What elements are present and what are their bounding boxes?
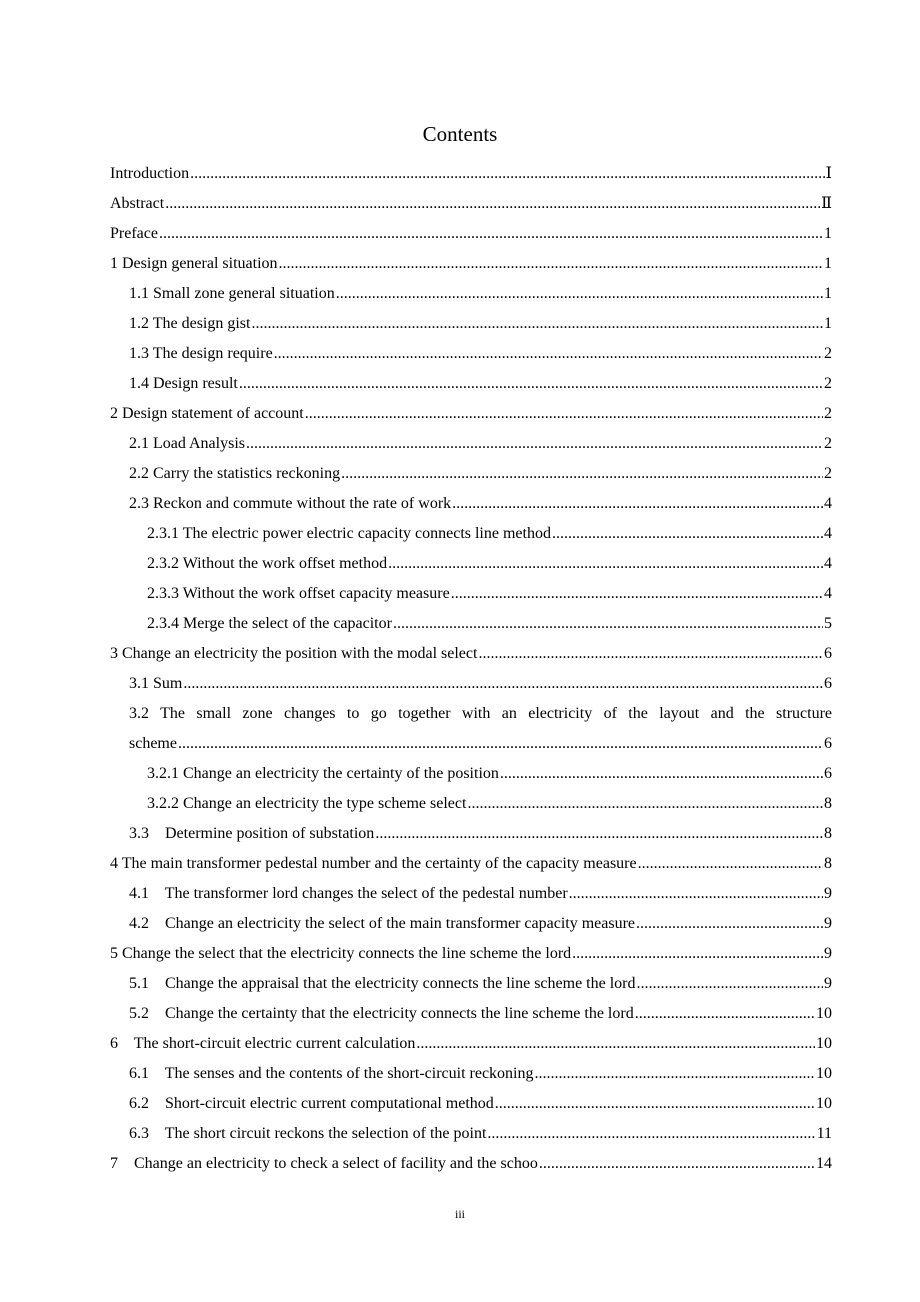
toc-entry-2-3-1[interactable] [0, 519, 920, 549]
toc-label: 2 Design statement of account [110, 405, 304, 422]
toc-label: 2.3.2 Without the work offset method [147, 555, 388, 572]
toc-entry-6-2[interactable] [0, 1089, 920, 1119]
leader-dots [336, 279, 823, 309]
toc-page-number: 5 [824, 615, 832, 632]
toc-page-number: 4 [824, 495, 832, 512]
toc-page-number: 1 [824, 255, 832, 272]
leader-dots [274, 339, 823, 369]
toc-label: 2.3.4 Merge the select of the capacitor [147, 615, 392, 632]
toc-label: 1 Design general situation [110, 255, 278, 272]
toc-entry-3-2-2[interactable] [0, 789, 920, 819]
toc-entry-6[interactable] [0, 1029, 920, 1059]
toc-page-number: 1 [824, 285, 832, 302]
leader-dots [636, 909, 823, 939]
toc-label-continuation: scheme [129, 735, 177, 752]
toc-page-number: 2 [824, 405, 832, 422]
toc-page-number: 9 [824, 975, 832, 992]
leader-dots [416, 1029, 815, 1059]
toc-entry-6-3[interactable] [0, 1119, 920, 1149]
toc-label: 6.2 Short-circuit electric current computational method [129, 1095, 494, 1112]
leader-dots [500, 759, 823, 789]
toc-label: 2.3 Reckon and commute without the rate of work [129, 495, 452, 512]
toc-page-number: 14 [816, 1155, 832, 1172]
leader-dots [638, 849, 823, 879]
toc-page-number: 6 [824, 735, 832, 752]
toc-label: 4.2 Change an electricity the select of the main transformer capacity measure [129, 915, 636, 932]
leader-dots [251, 309, 823, 339]
leader-dots [246, 429, 823, 459]
toc-label: 3 Change an electricity the position with the modal select [110, 645, 478, 662]
toc-label: 5.2 Change the certainty that the electricity connects the line scheme the lord [129, 1005, 634, 1022]
toc-entry-3-2-1[interactable] [0, 759, 920, 789]
leader-dots [341, 459, 823, 489]
leader-dots [451, 579, 823, 609]
toc-entry-2-2[interactable] [0, 459, 920, 489]
leader-dots [388, 549, 823, 579]
toc-entry-3-3[interactable] [0, 819, 920, 849]
toc-entry-1-3[interactable] [0, 339, 920, 369]
leader-dots [393, 609, 823, 639]
toc-label: 3.2.2 Change an electricity the type scheme select [147, 795, 467, 812]
toc-page-number: 8 [824, 795, 832, 812]
toc-label: 3.3 Determine position of substation [129, 825, 375, 842]
toc-label: 4 The main transformer pedestal number and the certainty of the capacity measure [110, 855, 637, 872]
toc-page-number: Ⅱ [821, 195, 832, 212]
toc-entry-7[interactable] [0, 1149, 920, 1179]
leader-dots [452, 489, 823, 519]
toc-label: 2.3.1 The electric power electric capacity connects line method [147, 525, 551, 542]
toc-page-number: Ⅰ [825, 165, 832, 182]
toc-entry-5-2[interactable] [0, 999, 920, 1029]
toc-page-number: 10 [816, 1035, 832, 1052]
toc-page-number: 2 [824, 465, 832, 482]
toc-page-number: 9 [824, 885, 832, 902]
leader-dots [572, 939, 823, 969]
leader-dots [183, 669, 823, 699]
page-number-footer: iii [454, 1207, 465, 1221]
leader-dots [495, 1089, 815, 1119]
toc-entry-preface[interactable] [0, 219, 920, 249]
toc-label: 2.2 Carry the statistics reckoning [129, 465, 341, 482]
toc-label: 3.1 Sum [129, 675, 183, 692]
toc-entry-5-1[interactable] [0, 969, 920, 999]
toc-label: 6 The short-circuit electric current calculation [110, 1035, 416, 1052]
toc-label: 3.2 The small zone changes to go together with an electricity of the layout and the structure [129, 705, 832, 722]
toc-entry-1[interactable] [0, 249, 920, 279]
toc-page-number: 2 [824, 345, 832, 362]
toc-label: Introduction [110, 165, 190, 182]
toc-page-number: 8 [824, 825, 832, 842]
toc-page-number: 2 [824, 375, 832, 392]
leader-dots [539, 1149, 815, 1179]
leader-dots [635, 999, 815, 1029]
toc-entry-2[interactable] [0, 399, 920, 429]
page-title: Contents [422, 122, 498, 146]
toc-label: 4.1 The transformer lord changes the select of the pedestal number [129, 885, 568, 902]
toc-page-number: 6 [824, 765, 832, 782]
toc-page-number: 9 [824, 915, 832, 932]
toc-page-number: 2 [824, 435, 832, 452]
toc-entry-3-2-continuation[interactable] [0, 729, 920, 759]
leader-dots [279, 249, 823, 279]
toc-page-number: 4 [824, 555, 832, 572]
leader-dots [178, 729, 823, 759]
toc-page-number: 1 [824, 315, 832, 332]
toc-entry-4[interactable] [0, 849, 920, 879]
leader-dots [552, 519, 823, 549]
toc-label: 2.1 Load Analysis [129, 435, 245, 452]
toc-label: 5.1 Change the appraisal that the electricity connects the line scheme the lord [129, 975, 636, 992]
toc-entry-4-2[interactable] [0, 909, 920, 939]
toc-entry-3-2[interactable] [0, 699, 920, 729]
toc-label: 5 Change the select that the electricity connects the line scheme the lord [110, 945, 572, 962]
toc-entry-introduction[interactable] [0, 159, 920, 189]
toc-label: 1.4 Design result [129, 375, 238, 392]
leader-dots [239, 369, 823, 399]
toc-entry-2-3[interactable] [0, 489, 920, 519]
toc-label: 6.1 The senses and the contents of the short-circuit reckoning [129, 1065, 534, 1082]
toc-page-number: 9 [824, 945, 832, 962]
toc-label: 3.2.1 Change an electricity the certainty of the position [147, 765, 499, 782]
leader-dots [159, 219, 823, 249]
toc-label: 7 Change an electricity to check a select of facility and the schoo [110, 1155, 538, 1172]
toc-entry-2-3-2[interactable] [0, 549, 920, 579]
toc-page-number: 10 [816, 1005, 832, 1022]
leader-dots [636, 969, 823, 999]
toc-label: 1.2 The design gist [129, 315, 251, 332]
toc-entry-5[interactable] [0, 939, 920, 969]
leader-dots [478, 639, 823, 669]
toc-page-number: 8 [824, 855, 832, 872]
toc-label: 1.3 The design require [129, 345, 273, 362]
toc-label: Abstract [110, 195, 165, 212]
toc-page-number: 10 [816, 1095, 832, 1112]
toc-label: 2.3.3 Without the work offset capacity measure [147, 585, 450, 602]
toc-entry-3-1[interactable] [0, 669, 920, 699]
toc-entry-4-1[interactable] [0, 879, 920, 909]
toc-entry-1-4[interactable] [0, 369, 920, 399]
leader-dots [305, 399, 823, 429]
toc-page-number: 10 [816, 1065, 832, 1082]
toc-entry-1-1[interactable] [0, 279, 920, 309]
toc-page-number: 4 [824, 525, 832, 542]
toc-page-number: 4 [824, 585, 832, 602]
toc-label: 6.3 The short circuit reckons the selection of the point [129, 1125, 487, 1142]
toc-label: 1.1 Small zone general situation [129, 285, 335, 302]
leader-dots [467, 789, 823, 819]
toc-page-number: 6 [824, 645, 832, 662]
leader-dots [165, 189, 820, 219]
toc-entry-3[interactable] [0, 639, 920, 669]
toc-label: Preface [110, 225, 158, 242]
toc-entry-2-3-4[interactable] [0, 609, 920, 639]
toc-entry-abstract[interactable] [0, 189, 920, 219]
leader-dots [534, 1059, 815, 1089]
toc-page-number: 1 [824, 225, 832, 242]
leader-dots [487, 1119, 815, 1149]
toc-entry-2-1[interactable] [0, 429, 920, 459]
leader-dots [375, 819, 823, 849]
leader-dots [190, 159, 825, 189]
toc-entry-1-2[interactable] [0, 309, 920, 339]
toc-entry-6-1[interactable] [0, 1059, 920, 1089]
toc-entry-2-3-3[interactable] [0, 579, 920, 609]
toc-page-number: 6 [824, 675, 832, 692]
leader-dots [569, 879, 823, 909]
toc-page-number: 11 [816, 1125, 832, 1142]
